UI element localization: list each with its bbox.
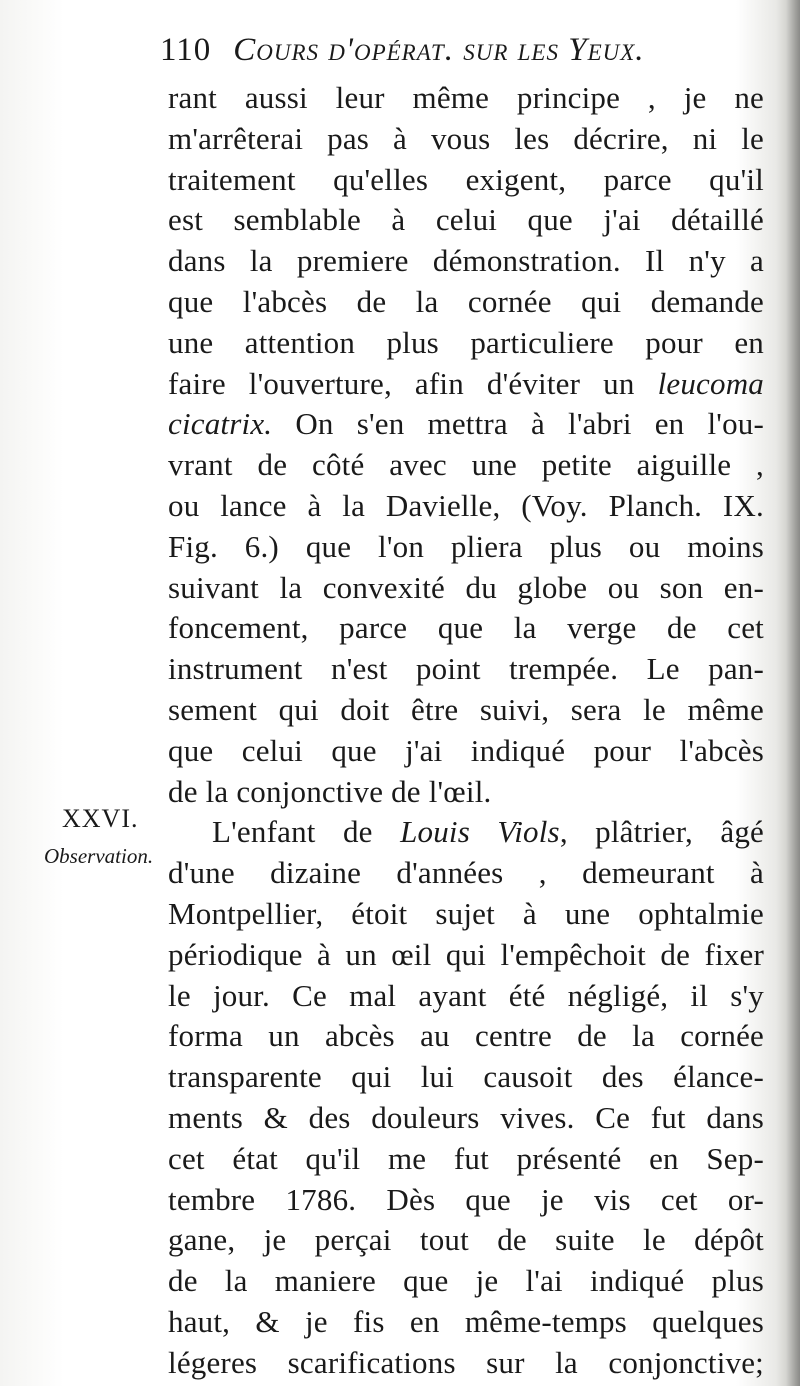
text-line: foncement, parce que la verge de cet	[168, 610, 764, 646]
page-number: 110	[160, 32, 212, 68]
text-line: vrant de côté avec une petite aiguille ,	[168, 447, 764, 483]
text-line: m'arrêterai pas à vous les décrire, ni le	[168, 120, 764, 156]
text-line: que celui que j'ai indiqué pour l'abcès	[168, 732, 764, 768]
running-title: Cours d'opérat. sur les Yeux.	[233, 32, 645, 68]
text-line	[168, 404, 764, 445]
body-text	[168, 78, 764, 1384]
text-line: est semblable à celui que j'ai détaillé	[168, 202, 764, 238]
text-line: périodique à un œil qui l'empêchoit de fixer	[168, 936, 764, 972]
text-line: d'une dizaine d'années , demeurant à	[168, 855, 764, 891]
text-span: On s'en mettra à l'abri en l'ou-	[272, 406, 764, 442]
page-edge-shadow	[786, 0, 800, 1386]
page-header	[160, 32, 760, 82]
text-line: traitement qu'elles exigent, parce qu'il	[168, 161, 764, 197]
text-line: ou lance à la Davielle, (Voy. Planch. IX.	[168, 487, 764, 523]
text-line: haut, & je fis en même-temps quelques	[168, 1303, 764, 1339]
text-line: sement qui doit être suivi, sera le même	[168, 691, 764, 727]
section-number: XXVI.	[62, 804, 139, 833]
text-span: faire l'ouverture, afin d'éviter un	[168, 365, 658, 401]
text-line: gane, je perçai tout de suite le dépôt	[168, 1222, 764, 1258]
text-line: une attention plus particuliere pour en	[168, 324, 764, 360]
patient-name: Louis Viols	[400, 814, 560, 850]
text-line: de la conjonctive de l'œil.	[168, 773, 492, 809]
text-line: Montpellier, étoit sujet à une ophtalmie	[168, 895, 764, 931]
text-line: transparente qui lui causoit des élance-	[168, 1059, 764, 1095]
text-span: , plâtrier, âgé	[559, 814, 765, 850]
text-line: dans la premiere démonstration. Il n'y a	[168, 243, 764, 279]
latin-term: leucoma	[657, 365, 764, 401]
text-line: suivant la convexité du globe ou son en-	[168, 569, 764, 605]
text-line	[168, 364, 764, 405]
text-span: L'enfant de	[212, 814, 401, 850]
text-line: instrument n'est point trempée. Le pan-	[168, 651, 764, 687]
text-line: Fig. 6.) que l'on pliera plus ou moins	[168, 528, 764, 564]
text-line: rant aussi leur même principe , je ne	[168, 80, 764, 115]
text-line: cet état qu'il me fut présenté en Sep-	[168, 1140, 764, 1176]
text-line: légeres scarifications sur la conjonctive;	[168, 1344, 764, 1380]
text-line: que l'abcès de la cornée qui demande	[168, 283, 764, 319]
section-label: Observation.	[44, 844, 154, 868]
latin-term: cicatrix.	[168, 406, 273, 442]
text-line	[168, 812, 764, 853]
text-line: forma un abcès au centre de la cornée	[168, 1018, 764, 1054]
text-line: ments & des douleurs vives. Ce fut dans	[168, 1099, 764, 1135]
text-line: le jour. Ce mal ayant été négligé, il s'y	[168, 977, 764, 1013]
text-line: de la maniere que je l'ai indiqué plus	[168, 1263, 764, 1299]
text-line: tembre 1786. Dès que je vis cet or-	[168, 1181, 764, 1217]
